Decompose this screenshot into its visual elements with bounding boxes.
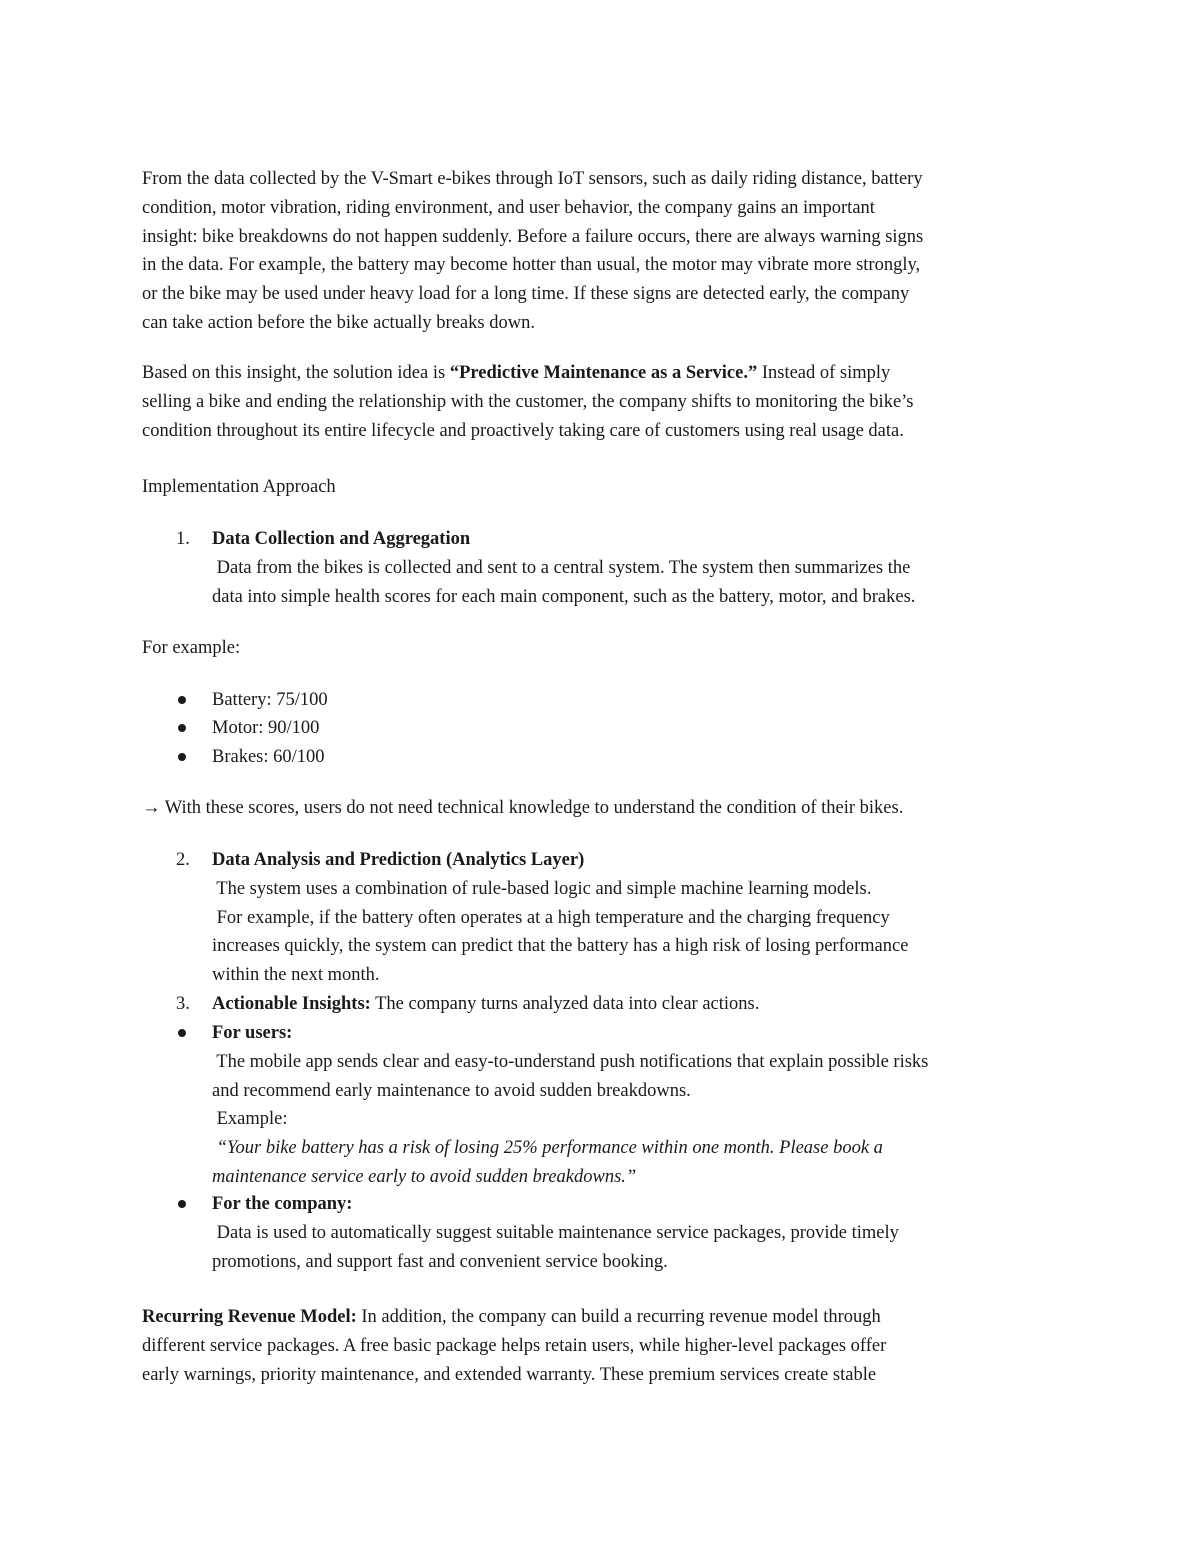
for-users — [212, 1019, 1072, 1192]
solution-name: “Predictive Maintenance as a Service.” — [449, 363, 758, 383]
step-2-body-line: within the next month. — [212, 965, 380, 986]
step-1 — [212, 525, 1072, 611]
intro-line: insight: bike breakdowns do not happen suddenly. Before a failure occurs, there are always warning signs — [142, 226, 924, 247]
step-2-body-line: increases quickly, the system can predict that the battery has a high risk of losing performance — [212, 936, 909, 957]
step-1-title: Data Collection and Aggregation — [212, 529, 471, 549]
step-3-title: Actionable Insights: — [212, 994, 371, 1014]
for-users-example-label: Example: — [212, 1109, 288, 1130]
revenue-title: Recurring Revenue Model: — [142, 1307, 357, 1327]
for-company — [212, 1190, 1072, 1276]
bullet-icon — [178, 1029, 186, 1037]
intro-line: condition, motor vibration, riding environment, and user behavior, the company gains an important — [142, 197, 875, 218]
intro-line: or the bike may be used under heavy load for a long time. If these signs are detected early, the company — [142, 284, 910, 305]
revenue-paragraph — [142, 1303, 1072, 1389]
for-users-body-line: The mobile app sends clear and easy-to-understand push notifications that explain possible risks — [212, 1051, 929, 1072]
scores-note: → With these scores, users do not need technical knowledge to understand the condition of their bikes. — [142, 798, 904, 818]
intro-line: in the data. For example, the battery may become hotter than usual, the motor may vibrate more strongly, — [142, 255, 921, 276]
revenue-line — [142, 1303, 1072, 1332]
step-3-line — [212, 990, 1072, 1019]
solution-text: Instead of simply — [757, 363, 891, 383]
solution-text: Based on this insight, the solution idea is — [142, 363, 450, 383]
score-brakes: Brakes: 60/100 — [212, 747, 325, 767]
step-2-body-line: For example, if the battery often operates at a high temperature and the charging frequency — [212, 907, 890, 928]
intro-line: From the data collected by the V-Smart e-bikes through IoT sensors, such as daily riding distance, battery — [142, 169, 923, 189]
intro-paragraph — [142, 165, 1072, 338]
revenue-text: In addition, the company can build a recurring revenue model through — [356, 1307, 881, 1327]
step-3 — [212, 990, 1072, 1019]
implementation-heading: Implementation Approach — [142, 477, 336, 497]
step-3-text: The company turns analyzed data into clear actions. — [370, 994, 760, 1014]
for-company-body-line: promotions, and support fast and convenient service booking. — [212, 1251, 668, 1272]
for-company-body-line: Data is used to automatically suggest suitable maintenance service packages, provide timely — [212, 1222, 899, 1243]
bullet-icon — [178, 1200, 186, 1208]
step-2 — [212, 846, 1072, 990]
step-1-body-line: Data from the bikes is collected and sent to a central system. The system then summarizes the — [212, 557, 911, 578]
for-example-label: For example: — [142, 638, 241, 658]
revenue-line: early warnings, priority maintenance, and extended warranty. These premium services create stable — [142, 1364, 877, 1385]
solution-paragraph — [142, 359, 1072, 445]
step-2-title: Data Analysis and Prediction (Analytics Layer) — [212, 850, 585, 870]
for-users-title: For users: — [212, 1023, 293, 1043]
step-3-number: 3. — [176, 994, 190, 1014]
for-users-body-line: and recommend early maintenance to avoid sudden breakdowns. — [212, 1080, 691, 1101]
for-company-title: For the company: — [212, 1194, 353, 1214]
step-1-body-line: data into simple health scores for each main component, such as the battery, motor, and brakes. — [212, 586, 916, 607]
for-users-quote-line: maintenance service early to avoid sudden breakdowns.” — [212, 1166, 637, 1187]
score-motor: Motor: 90/100 — [212, 718, 320, 738]
bullet-icon — [178, 696, 186, 704]
bullet-icon — [178, 753, 186, 761]
step-1-number: 1. — [176, 529, 190, 549]
score-battery: Battery: 75/100 — [212, 690, 328, 710]
solution-line: selling a bike and ending the relationship with the customer, the company shifts to monitoring the bike’s — [142, 391, 914, 412]
revenue-line: different service packages. A free basic package helps retain users, while higher-level packages offer — [142, 1335, 887, 1356]
step-2-body-line: The system uses a combination of rule-based logic and simple machine learning models. — [212, 878, 872, 899]
step-2-number: 2. — [176, 850, 190, 870]
solution-line — [142, 359, 1072, 388]
intro-line: can take action before the bike actually breaks down. — [142, 312, 535, 333]
bullet-icon — [178, 724, 186, 732]
for-users-quote-line: “Your bike battery has a risk of losing 25% performance within one month. Please book a — [212, 1138, 883, 1159]
solution-line: condition throughout its entire lifecycle and proactively taking care of customers using real usage data. — [142, 420, 904, 441]
